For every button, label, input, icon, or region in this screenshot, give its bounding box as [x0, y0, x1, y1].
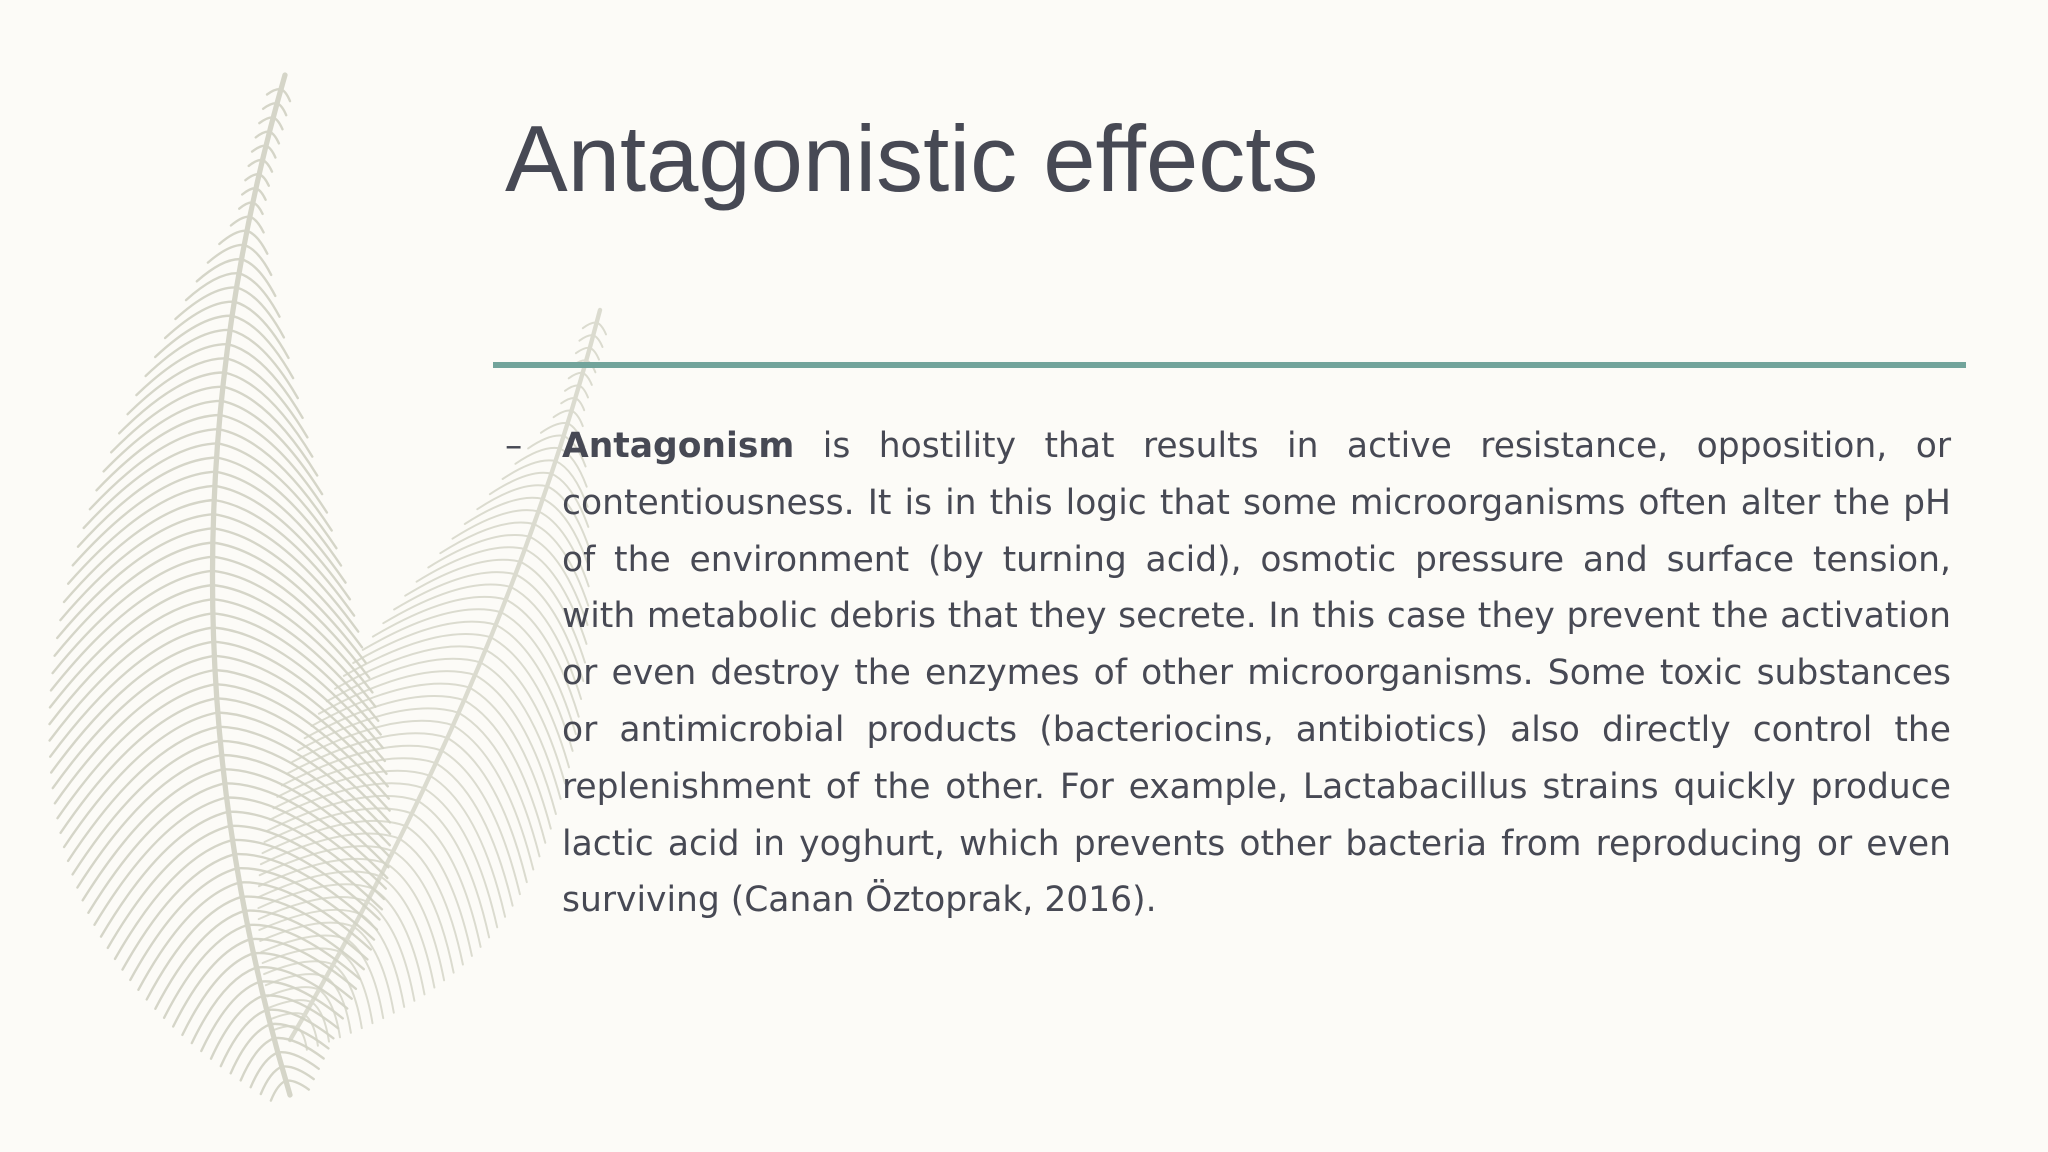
body-content [505, 418, 1951, 929]
body-paragraph [562, 418, 1951, 929]
body-text: is hostility that results in active resistance, opposition, or contentiousness. It is in this logic that some microorganisms often alter the pH of the environment (by turning acid), osmotic pressure and surface tension, with metabolic debris that they secrete. In this case they prevent the activation or even destroy the enzymes of other microorganisms. Some toxic substances or antimicrobial products (bacteriocins, antibiotics) also directly control the replenishment of the other. For example, Lactabacillus strains quickly produce lactic acid in yoghurt, which prevents other bacteria from reproducing or even surviving (Canan Öztoprak, 2016). [562, 426, 1951, 921]
bold-term: Antagonism [562, 426, 795, 466]
bullet-marker: – [505, 426, 523, 466]
title-divider [493, 362, 1966, 368]
slide-title: Antagonistic effects [505, 106, 1319, 211]
